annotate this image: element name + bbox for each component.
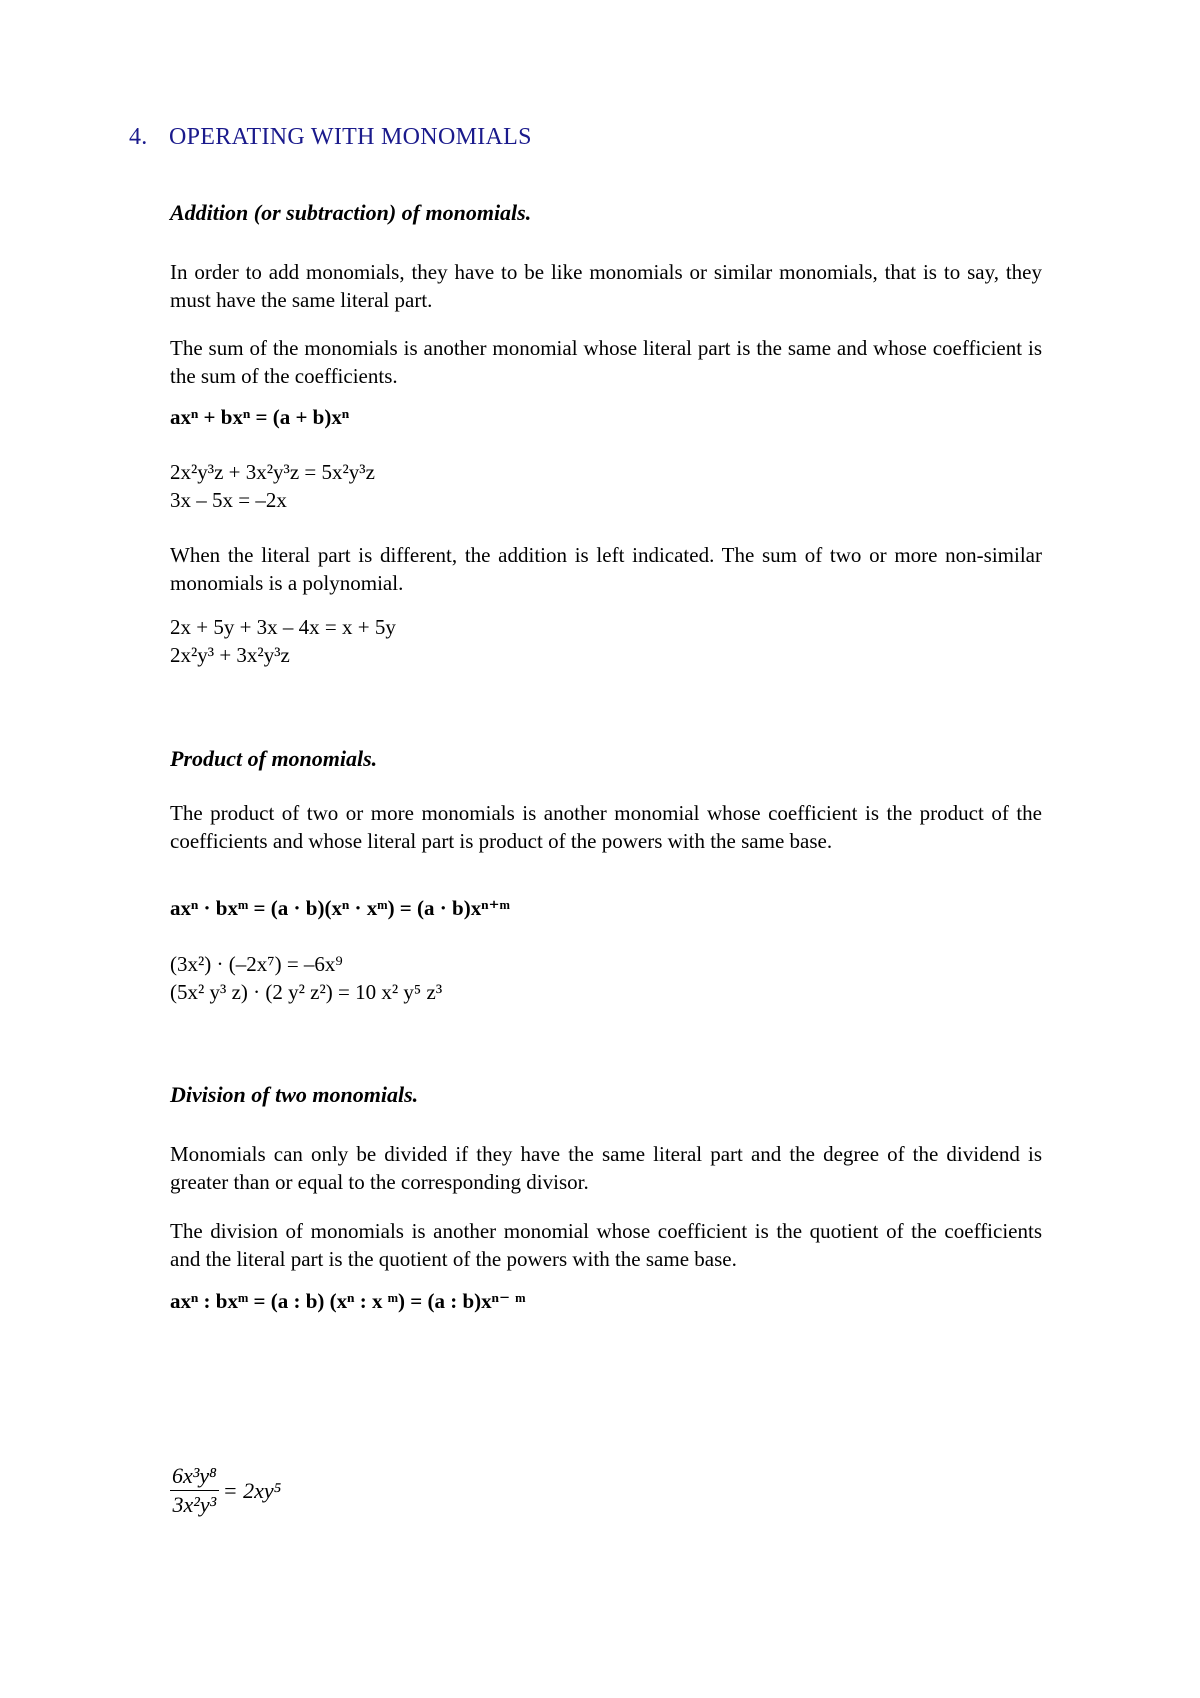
- section-number: 4.: [129, 124, 148, 150]
- product-heading: Product of monomials.: [170, 746, 378, 771]
- division-paragraph-1: Monomials can only be divided if they have the same literal part and the degree of the dividend is greater than or equal to the corresponding divisor.: [170, 1142, 1042, 1194]
- addition-paragraph-1: In order to add monomials, they have to be like monomials or similar monomials, that is to say, they must have the same literal part.: [170, 260, 1042, 312]
- product-paragraph-1: The product of two or more monomials is another monomial whose coefficient is the product of the coefficients and whose literal part is product of the powers with the same base.: [170, 801, 1042, 853]
- fraction-denominator: 3x²y³: [172, 1492, 217, 1517]
- addition-example-2: 3x – 5x = –2x: [170, 488, 287, 512]
- product-example-1: (3x²) · (–2x⁷) = –6x⁹: [170, 952, 343, 976]
- division-heading: Division of two monomials.: [170, 1082, 419, 1107]
- fraction-numerator: 6x³y⁸: [172, 1463, 217, 1488]
- addition-formula: axⁿ + bxⁿ = (a + b)xⁿ: [170, 405, 350, 429]
- addition-example-3: 2x + 5y + 3x – 4x = x + 5y: [170, 615, 396, 639]
- addition-heading: Addition (or subtraction) of monomials.: [170, 200, 532, 225]
- section-title-text: OPERATING WITH MONOMIALS: [169, 124, 532, 150]
- section-title: [129, 124, 532, 151]
- addition-example-4: 2x²y³ + 3x²y³z: [170, 643, 290, 667]
- division-paragraph-2: The division of monomials is another monomial whose coefficient is the quotient of the coefficients and the literal part is the quotient of the powers with the same base.: [170, 1219, 1042, 1271]
- division-example: [170, 1462, 281, 1519]
- product-formula: axⁿ · bxᵐ = (a · b)(xⁿ · xᵐ) = (a · b)xⁿ⁺ᵐ: [170, 896, 510, 920]
- product-example-2: (5x² y³ z) · (2 y² z²) = 10 x² y⁵ z³: [170, 980, 443, 1004]
- addition-paragraph-3: When the literal part is different, the addition is left indicated. The sum of two or more non-similar monomials is a polynomial.: [170, 543, 1042, 595]
- addition-example-1: 2x²y³z + 3x²y³z = 5x²y³z: [170, 460, 375, 484]
- division-formula: axⁿ : bxᵐ = (a : b) (xⁿ : x ᵐ) = (a : b)xⁿ⁻ ᵐ: [170, 1289, 526, 1313]
- addition-paragraph-2: The sum of the monomials is another monomial whose literal part is the same and whose coefficient is the sum of the coefficients.: [170, 336, 1042, 388]
- fraction-result: = 2xy⁵: [222, 1477, 282, 1503]
- division-example-fraction: [170, 1462, 219, 1519]
